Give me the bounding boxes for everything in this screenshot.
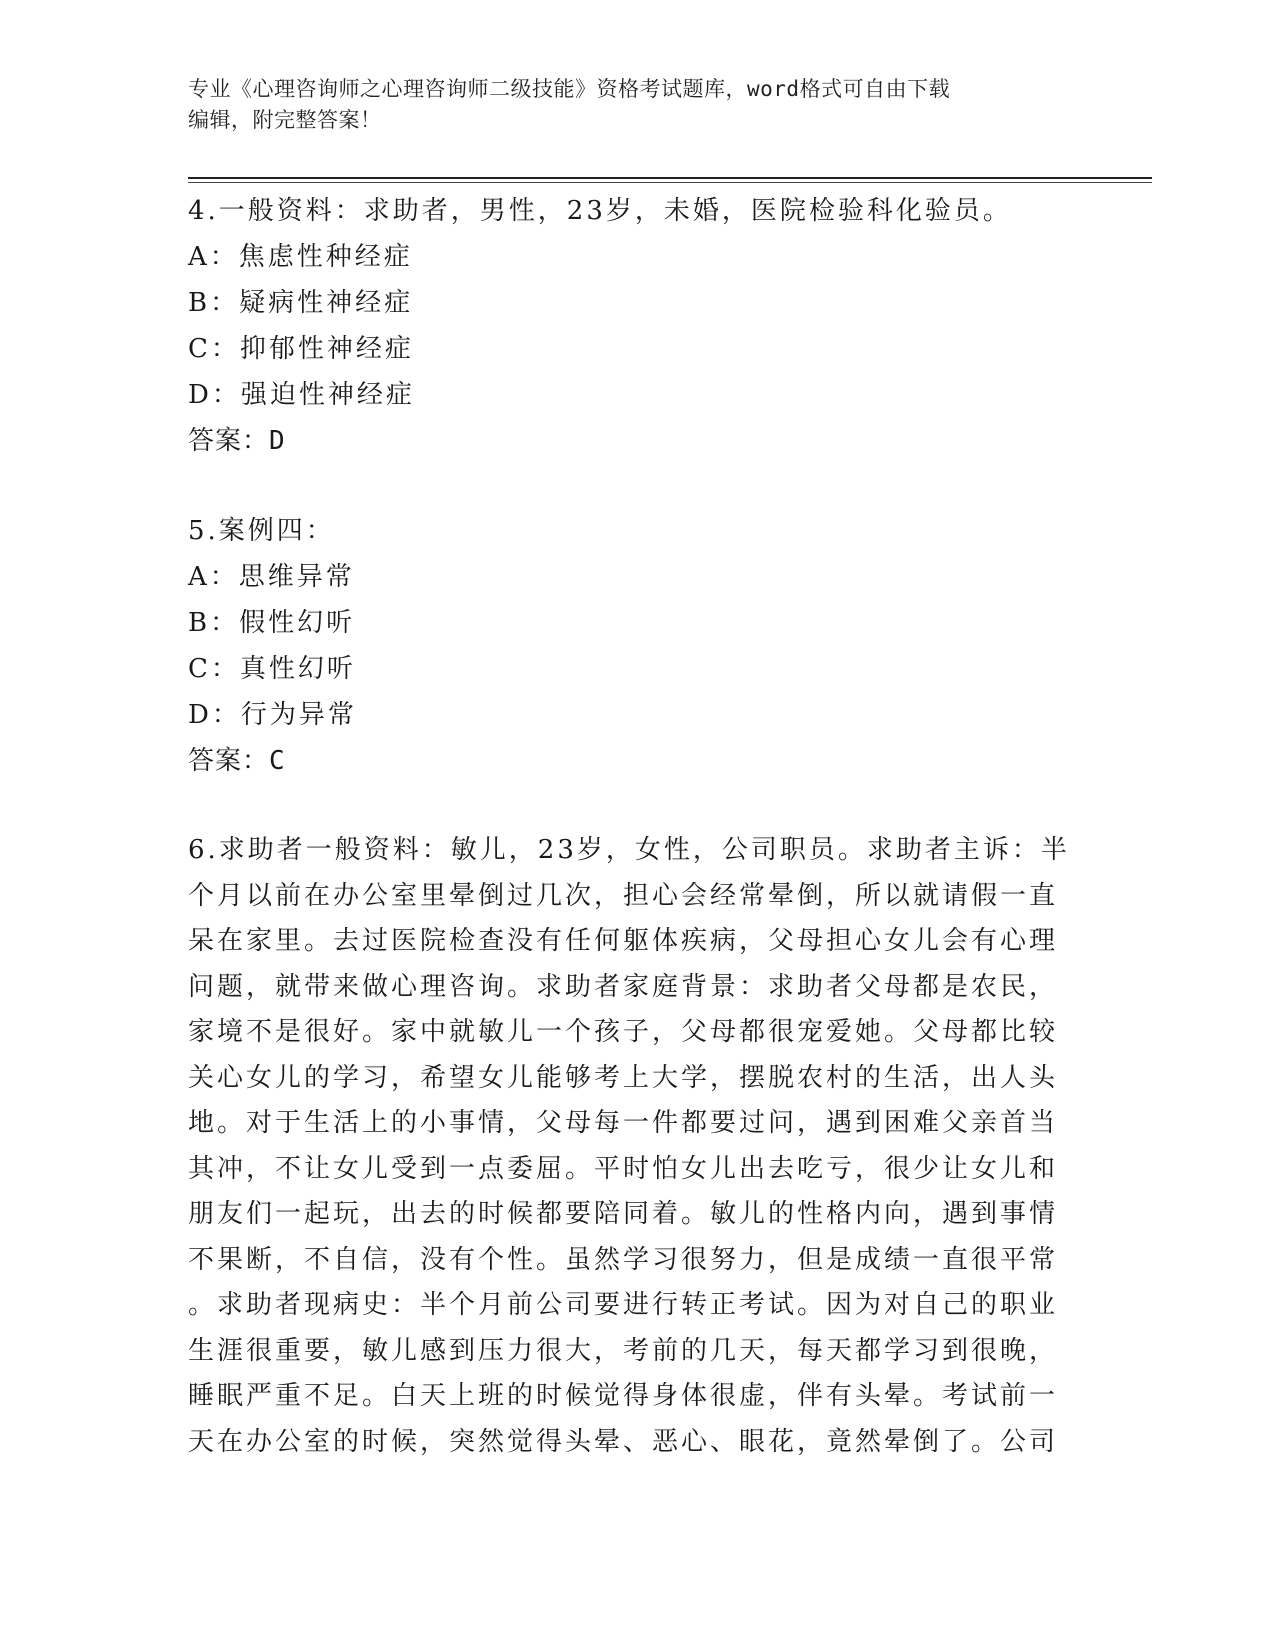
paragraph-line: 关心女儿的学习，希望女儿能够考上大学，摆脱农村的生活，出人头 — [188, 1062, 1059, 1093]
header-line-2: 编辑，附完整答案！ — [188, 108, 382, 132]
paragraph-line: 天在办公室的时候，突然觉得头晕、恶心、眼花，竟然晕倒了。公司 — [188, 1426, 1059, 1457]
option-c: C：真性幻听 — [188, 654, 356, 684]
option-a: A：焦虑性种经症 — [188, 242, 413, 272]
header-line-1: 专业《心理咨询师之心理咨询师二级技能》资格考试题库，word格式可自由下载 — [188, 77, 951, 101]
header-divider-thick — [188, 177, 1152, 179]
paragraph-line: 问题，就带来做心理咨询。求助者家庭背景：求助者父母都是农民， — [188, 971, 1059, 1002]
option-d: D：强迫性神经症 — [188, 380, 415, 410]
answer-label: 答案： — [188, 746, 270, 776]
document-header — [188, 74, 1068, 136]
answer-value: D — [269, 426, 286, 456]
paragraph-line: 6.求助者一般资料：敏儿，23岁，女性，公司职员。求助者主诉：半 — [188, 835, 1070, 865]
question-5 — [188, 508, 1068, 784]
question-stem: 5.案例四： — [188, 516, 335, 546]
paragraph-line: 不果断，不自信，没有个性。虽然学习很努力，但是成绩一直很平常 — [188, 1244, 1059, 1275]
paragraph-line: 呆在家里。去过医院检查没有任何躯体疾病，父母担心女儿会有心理 — [188, 926, 1059, 956]
option-d: D：行为异常 — [188, 700, 357, 730]
option-b: B：假性幻听 — [188, 608, 356, 638]
paragraph-line: 地。对于生活上的小事情，父母每一件都要过问，遇到困难父亲首当 — [188, 1108, 1059, 1138]
document-body — [188, 188, 1068, 1465]
header-divider-thin — [188, 182, 1152, 183]
question-stem: 4.一般资料：求助者，男性，23岁，未婚，医院检验科化验员。 — [188, 196, 1012, 226]
paragraph-line: 其冲，不让女儿受到一点委屈。平时怕女儿出去吃亏，很少让女儿和 — [188, 1153, 1059, 1184]
answer-value: C — [269, 746, 286, 776]
option-a: A：思维异常 — [188, 562, 355, 592]
paragraph-line: 朋友们一起玩，出去的时候都要陪同着。敏儿的性格内向，遇到事情 — [188, 1199, 1059, 1229]
paragraph-line: 生涯很重要，敏儿感到压力很大，考前的几天，每天都学习到很晚， — [188, 1335, 1059, 1366]
answer-label: 答案： — [188, 426, 270, 456]
question-4 — [188, 188, 1068, 464]
paragraph-line: 睡眠严重不足。白天上班的时候觉得身体很虚，伴有头晕。考试前一 — [188, 1381, 1059, 1411]
question-6-case-text — [188, 828, 1068, 1465]
answer-line — [188, 738, 1068, 784]
option-b: B：疑病性神经症 — [188, 288, 414, 318]
option-c: C：抑郁性神经症 — [188, 334, 414, 364]
paragraph-line: 。求助者现病史：半个月前公司要进行转正考试。因为对自己的职业 — [188, 1290, 1059, 1320]
paragraph-line: 个月以前在办公室里晕倒过几次，担心会经常晕倒，所以就请假一直 — [188, 880, 1059, 911]
answer-line — [188, 418, 1068, 464]
paragraph-line: 家境不是很好。家中就敏儿一个孩子，父母都很宠爱她。父母都比较 — [188, 1017, 1059, 1047]
